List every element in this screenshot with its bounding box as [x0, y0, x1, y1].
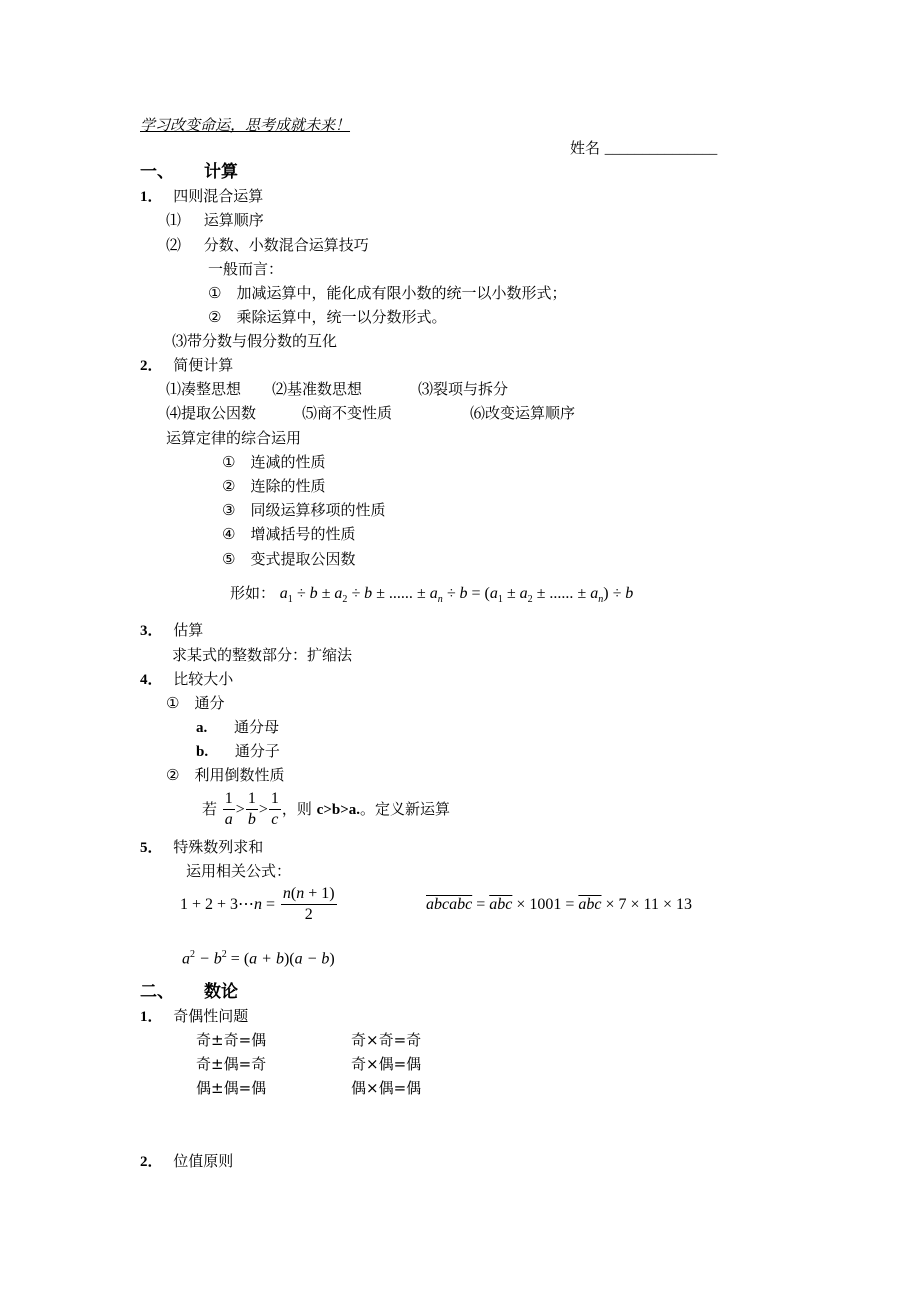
law-1: ① 连减的性质: [222, 453, 326, 471]
form-label: 形如：: [230, 584, 276, 602]
item-number: 3．: [140, 623, 163, 639]
case-1: ① 加减运算中，能化成有限小数的统一以小数形式；: [208, 284, 567, 302]
formula-factor: [230, 584, 633, 609]
abcabc-formula: abcabc = $\overline{abc} \times 1001 = \overline{abc} \times 7 \times 11 \times 13$: [426, 896, 692, 913]
fraction-1-over-a: $\frac{1}{a}$: [224, 790, 233, 828]
item-2-2: [140, 1152, 233, 1171]
section-2-title: 数论: [204, 982, 238, 1002]
item-number: 2．: [140, 358, 163, 374]
compare-a: [196, 718, 279, 737]
sub-number: ⑵: [166, 236, 182, 254]
parity-rule-mul-3: 偶×偶=偶: [351, 1079, 422, 1097]
section-1-number: 一、: [140, 162, 174, 182]
law-4: ④ 增减括号的性质: [222, 525, 356, 543]
formula-intro: 运用相关公式：: [186, 862, 292, 880]
parity-rule-add-2: 奇±偶=奇: [196, 1055, 267, 1073]
option-text: 通分母: [234, 718, 280, 736]
method-5: ⑸商不变性质: [302, 404, 393, 422]
general-note: 一般而言：: [208, 260, 284, 278]
item-number: 1．: [140, 1009, 163, 1025]
sub-text: 运算顺序: [203, 211, 264, 229]
item-title: 四则混合运算: [173, 187, 264, 205]
recip-prefix: 若: [202, 800, 218, 818]
item-1-1: [140, 187, 263, 206]
laws-title: 运算定律的综合运用: [166, 429, 302, 447]
name-blank: _______________: [604, 141, 718, 157]
item-title: 特殊数列求和: [173, 838, 264, 856]
law-3: ③ 同级运算移项的性质: [222, 501, 386, 519]
recip-result: c>b>a.: [316, 802, 361, 818]
motto: 学习改变命运，思考成就未来！: [140, 116, 351, 134]
item-title: 位值原则: [173, 1152, 234, 1170]
compare-sub-1: ① 通分: [166, 694, 225, 712]
sum-fraction: $\frac{n(n + 1)}{2}$: [282, 885, 335, 923]
option-text: 通分子: [234, 742, 280, 760]
reciprocal-line: 若 $\frac{1}{a}$ > $\frac{1}{b}$ > $\frac{1}{c}$ ，则 c>b>a.。定义新运算: [202, 790, 451, 828]
fraction-1-over-b: $\frac{1}{b}$: [247, 790, 256, 828]
case-2: ② 乘除运算中，统一以分数形式。: [208, 308, 447, 326]
sub-number: ⑴: [166, 211, 182, 229]
sub-item-1: [166, 211, 264, 229]
parity-rule-mul-2: 奇×偶=偶: [351, 1055, 422, 1073]
sum-formula: 1 + 2 + 3⋯n = $\frac{n(n + 1)}{2}$: [180, 885, 335, 923]
law-5: ⑤ 变式提取公因数: [222, 550, 356, 568]
formula-expression: $a_1 \div b \pm a_2 \div b$ ± ...... ± $a_n \div b = (a_1 \pm a_2$ ± ...... ± $a_n) \div b$: [279, 585, 634, 606]
estimate-text: 求某式的整数部分：扩缩法: [172, 646, 353, 664]
option-letter: b.: [196, 744, 209, 760]
item-number: 5．: [140, 840, 163, 856]
fraction-1-over-c: $\frac{1}{c}$: [270, 790, 279, 828]
method-1: ⑴凑整思想: [166, 380, 242, 398]
item-number: 4．: [140, 672, 163, 688]
sub-text: 分数、小数混合运算技巧: [203, 236, 369, 254]
compare-b: [196, 742, 280, 761]
item-1-3: [140, 621, 203, 640]
name-label: 姓名: [570, 139, 601, 157]
method-6: ⑹改变运算顺序: [470, 404, 576, 422]
name-field: [570, 139, 717, 158]
parity-rule-add-3: 偶±偶=偶: [196, 1079, 267, 1097]
item-title: 比较大小: [173, 670, 234, 688]
method-3: ⑶裂项与拆分: [418, 380, 509, 398]
item-1-4: [140, 670, 233, 689]
item-title: 简便计算: [173, 356, 234, 374]
sub-item-3: ⑶带分数与假分数的互化: [172, 332, 338, 350]
item-number: 2．: [140, 1154, 163, 1170]
method-2: ⑵基准数思想: [272, 380, 363, 398]
compare-sub-2: ② 利用倒数性质: [166, 766, 285, 784]
item-2-1: [140, 1007, 248, 1026]
option-letter: a.: [196, 720, 208, 736]
item-title: 奇偶性问题: [173, 1007, 249, 1025]
parity-rule-add-1: 奇±奇=偶: [196, 1031, 267, 1049]
item-title: 估算: [173, 621, 204, 639]
recip-tail: 。定义新运算: [360, 800, 451, 818]
parity-rule-mul-1: 奇×奇=奇: [351, 1031, 422, 1049]
recip-suffix: ，则: [281, 800, 312, 818]
section-1-title: 计算: [204, 162, 238, 182]
method-4: ⑷提取公因数: [166, 404, 257, 422]
difference-of-squares: $a^2 - b^2 = (a + b)(a - b)$: [182, 949, 335, 968]
item-number: 1．: [140, 189, 163, 205]
sub-item-2: [166, 236, 369, 254]
item-1-2: [140, 356, 233, 375]
section-2-number: 二、: [140, 982, 174, 1002]
law-2: ② 连除的性质: [222, 477, 326, 495]
item-1-5: [140, 838, 263, 857]
